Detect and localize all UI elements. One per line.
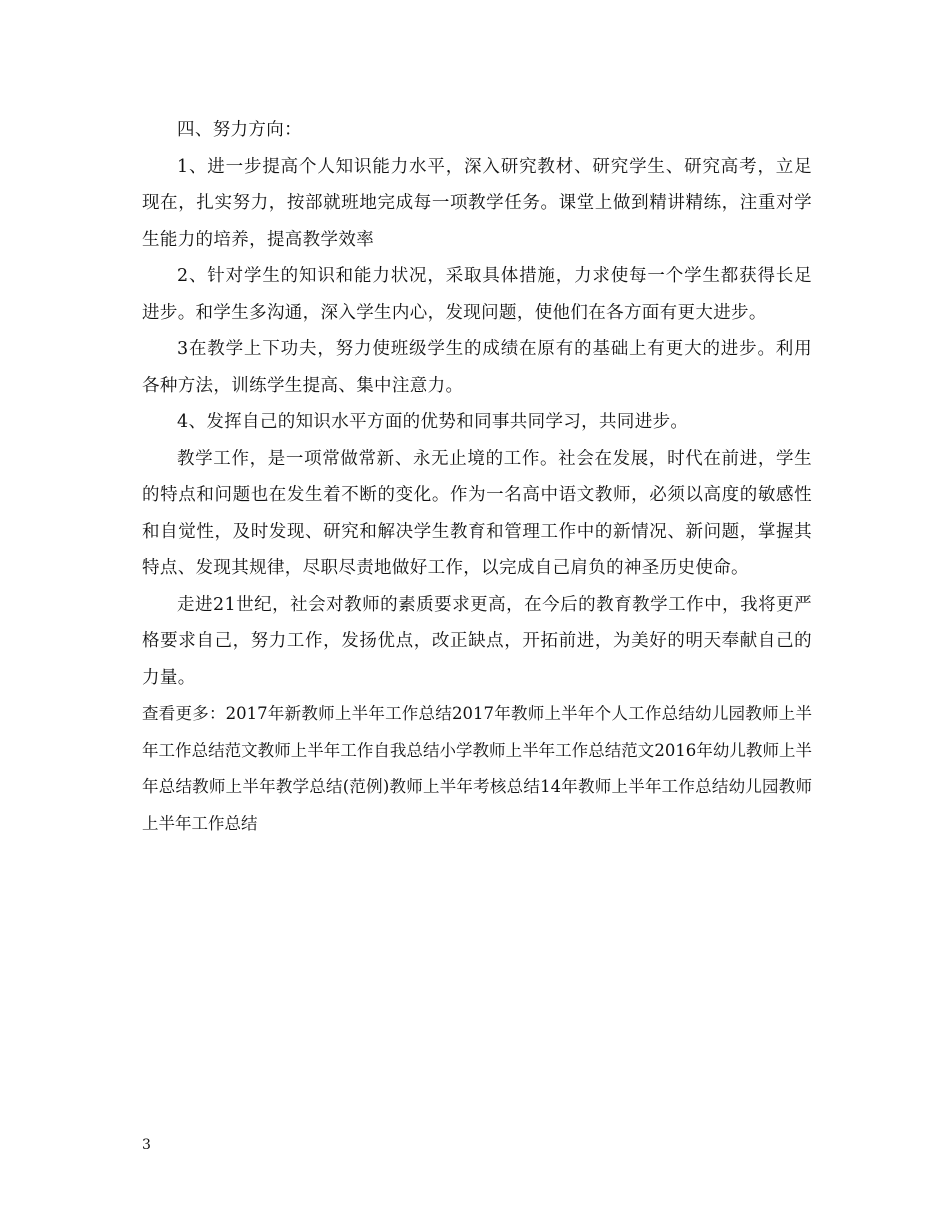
paragraph-item-2: 2、针对学生的知识和能力状况，采取具体措施，力求使每一个学生都获得长足进步。和学生多沟通，深入学生内心，发现问题，使他们在各方面有更大进步。: [142, 266, 812, 323]
paragraph-item-4: 4、发挥自己的知识水平方面的优势和同事共同学习，共同进步。: [177, 412, 689, 432]
section-heading: 四、努力方向：: [177, 120, 302, 140]
page-number: 3: [142, 1137, 151, 1153]
paragraph-item-1: 1、进一步提高个人知识能力水平，深入研究教材、研究学生、研究高考，立足现在，扎实努力，按部就班地完成每一项教学任务。课堂上做到精讲精练，注重对学生能力的培养，提高教学效率: [142, 156, 812, 250]
paragraph-teaching-work: 教学工作，是一项常做常新、永无止境的工作。社会在发展，时代在前进，学生的特点和问题也在发生着不断的变化。作为一名高中语文教师，必须以高度的敏感性和自觉性，及时发现、研究和解决学生教育和管理工作中的新情况、新问题，掌握其特点、发现其规律，尽职尽责地做好工作，以完成自己肩负的神圣历史使命。: [142, 448, 812, 578]
document-body: [142, 112, 812, 842]
more-links[interactable]: 查看更多：2017年新教师上半年工作总结2017年教师上半年个人工作总结幼儿园教师上半年工作总结范文教师上半年工作自我总结小学教师上半年工作总结范文2016年幼儿教师上半年总结教师上半年教学总结(范例)教师上半年考核总结14年教师上半年工作总结幼儿园教师上半年工作总结: [142, 704, 812, 833]
paragraph-21st-century: 走进21世纪，社会对教师的素质要求更高，在今后的教育教学工作中，我将更严格要求自己，努力工作，发扬优点，改正缺点，开拓前进，为美好的明天奉献自己的力量。: [142, 594, 812, 688]
paragraph-item-3: 3在教学上下功夫，努力使班级学生的成绩在原有的基础上有更大的进步。利用各种方法，训练学生提高、集中注意力。: [142, 339, 812, 396]
